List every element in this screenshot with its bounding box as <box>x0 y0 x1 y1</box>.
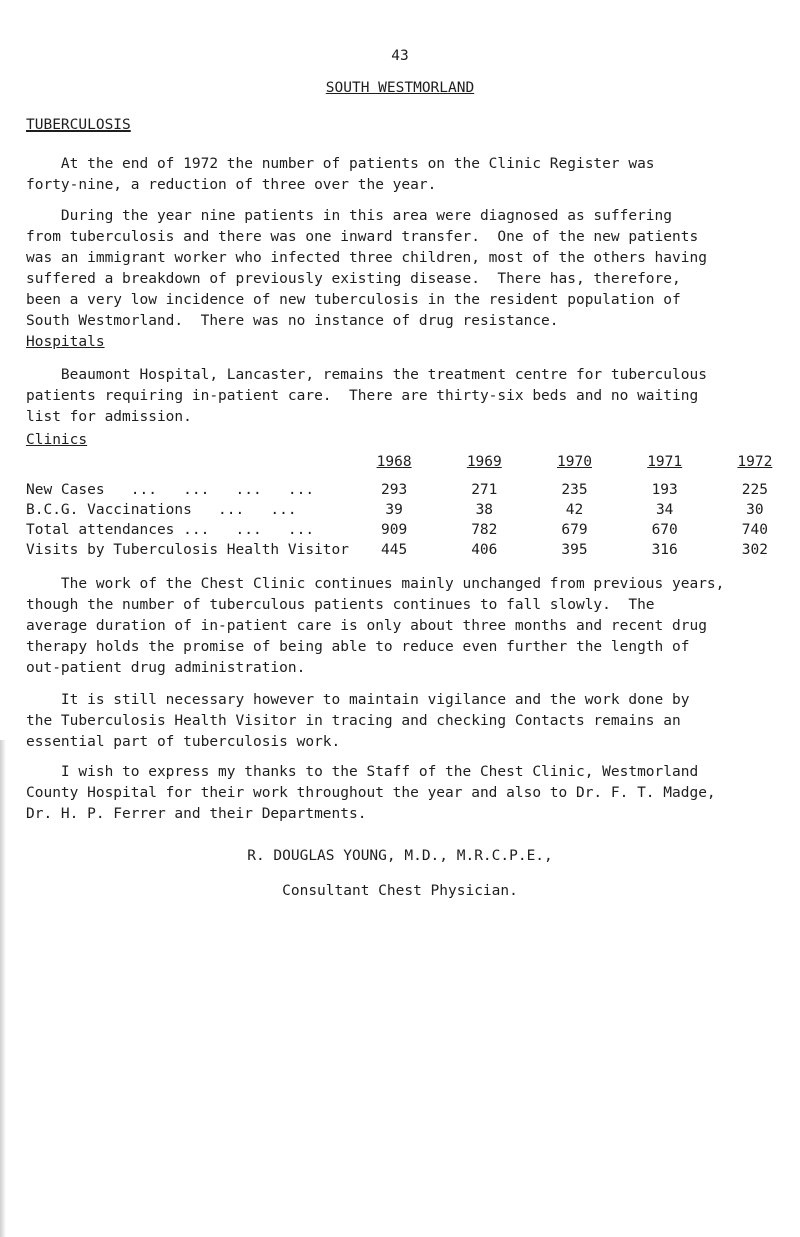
thanks-paragraph <box>26 762 786 825</box>
paragraph-line: list for admission. <box>26 409 192 425</box>
cell-value: 39 <box>385 502 403 518</box>
row-label: New Cases ... ... ... ... <box>26 482 315 498</box>
cell-value: 395 <box>561 542 588 558</box>
cell-value: 42 <box>565 502 584 518</box>
paragraph-line: I wish to express my thanks to the Staff of the Chest Clinic, Westmorland <box>26 764 699 780</box>
hospitals-paragraph <box>26 365 786 428</box>
chest-clinic-paragraph <box>26 574 786 679</box>
row-label: B.C.G. Vaccinations ... ... <box>26 502 297 518</box>
year-label: 1971 <box>647 454 683 470</box>
cell-value: 740 <box>741 522 768 538</box>
diagnosis-paragraph <box>26 206 786 332</box>
signature-role: Consultant Chest Physician. <box>282 883 518 899</box>
page-number: 43 <box>391 48 409 64</box>
hospitals-heading-text: Hospitals <box>26 334 105 350</box>
year-header <box>710 452 800 472</box>
paragraph-line: patients requiring in-patient care. There are thirty-six beds and no waiting <box>26 388 699 404</box>
page-title <box>0 80 800 96</box>
row-label: Total attendances ... ... ... <box>26 522 315 538</box>
year-label: 1968 <box>376 454 412 470</box>
cell-value: 235 <box>561 482 588 498</box>
cell-value: 30 <box>746 502 764 518</box>
table-row <box>26 480 800 500</box>
year-header <box>349 452 439 472</box>
paragraph-line: The work of the Chest Clinic continues mainly unchanged from previous years, <box>26 576 725 592</box>
paragraph-line: South Westmorland. There was no instance of drug resistance. <box>26 313 559 329</box>
paragraph-line: suffered a breakdown of previously existing disease. There has, therefore, <box>26 271 681 287</box>
paragraph-line: been a very low incidence of new tuberculosis in the resident population of <box>26 292 681 308</box>
signature-name: R. DOUGLAS YOUNG, M.D., M.R.C.P.E., <box>247 848 553 864</box>
cell-value: 225 <box>741 482 768 498</box>
paragraph-line: out-patient drug administration. <box>26 660 306 676</box>
cell-value: 302 <box>741 542 768 558</box>
cell-value: 34 <box>655 502 674 518</box>
table-corner <box>26 452 349 472</box>
paragraph-line: though the number of tuberculous patients continues to fall slowly. The <box>26 597 655 613</box>
paragraph-line: was an immigrant worker who infected three children, most of the others having <box>26 250 707 266</box>
paragraph-line: average duration of in-patient care is only about three months and recent drug <box>26 618 707 634</box>
year-header <box>529 452 619 472</box>
cell-value: 38 <box>475 502 494 518</box>
year-label: 1972 <box>737 454 773 470</box>
table-header-row <box>26 452 800 472</box>
paragraph-line: County Hospital for their work throughout the year and also to Dr. F. T. Madge, <box>26 785 716 801</box>
hospitals-heading <box>26 334 105 350</box>
year-label: 1969 <box>466 454 502 470</box>
clinics-table <box>26 452 800 560</box>
spacer-cell <box>26 472 800 480</box>
cell-value: 293 <box>381 482 408 498</box>
year-label: 1970 <box>557 454 592 470</box>
cell-value: 909 <box>381 522 408 538</box>
cell-value: 271 <box>471 482 498 498</box>
scan-edge-shadow <box>0 740 6 1237</box>
paragraph-line: Dr. H. P. Ferrer and their Departments. <box>26 806 367 822</box>
section-heading <box>26 117 131 133</box>
paragraph-line: It is still necessary however to maintain vigilance and the work done by <box>26 692 690 708</box>
table-row <box>26 500 800 520</box>
paragraph-line: the Tuberculosis Health Visitor in tracing and checking Contacts remains an <box>26 713 681 729</box>
table-row <box>26 540 800 560</box>
section-heading-text: TUBERCULOSIS <box>26 117 131 133</box>
clinics-heading-text: Clinics <box>26 432 88 448</box>
cell-value: 445 <box>381 542 408 558</box>
cell-value: 679 <box>561 522 588 538</box>
paragraph-line: forty-nine, a reduction of three over the year. <box>26 177 437 193</box>
table-spacer <box>26 472 800 480</box>
year-header <box>620 452 710 472</box>
paragraph-line: from tuberculosis and there was one inward transfer. One of the new patients <box>26 229 699 245</box>
cell-value: 406 <box>471 542 498 558</box>
paragraph-line: Beaumont Hospital, Lancaster, remains the treatment centre for tuberculous <box>26 367 707 383</box>
intro-paragraph <box>26 154 786 196</box>
page-title-text: SOUTH WESTMORLAND <box>325 80 475 96</box>
table-row <box>26 520 800 540</box>
paragraph-line: essential part of tuberculosis work. <box>26 734 341 750</box>
paragraph-line: At the end of 1972 the number of patients on the Clinic Register was <box>26 156 655 172</box>
row-label: Visits by Tuberculosis Health Visitor <box>26 542 350 558</box>
paragraph-line: During the year nine patients in this area were diagnosed as suffering <box>26 208 673 224</box>
cell-value: 670 <box>651 522 678 538</box>
cell-value: 316 <box>651 542 678 558</box>
paragraph-line: therapy holds the promise of being able to reduce even further the length of <box>26 639 690 655</box>
cell-value: 193 <box>651 482 678 498</box>
clinics-heading <box>26 432 87 448</box>
vigilance-paragraph <box>26 690 786 753</box>
year-header <box>439 452 529 472</box>
cell-value: 782 <box>471 522 498 538</box>
